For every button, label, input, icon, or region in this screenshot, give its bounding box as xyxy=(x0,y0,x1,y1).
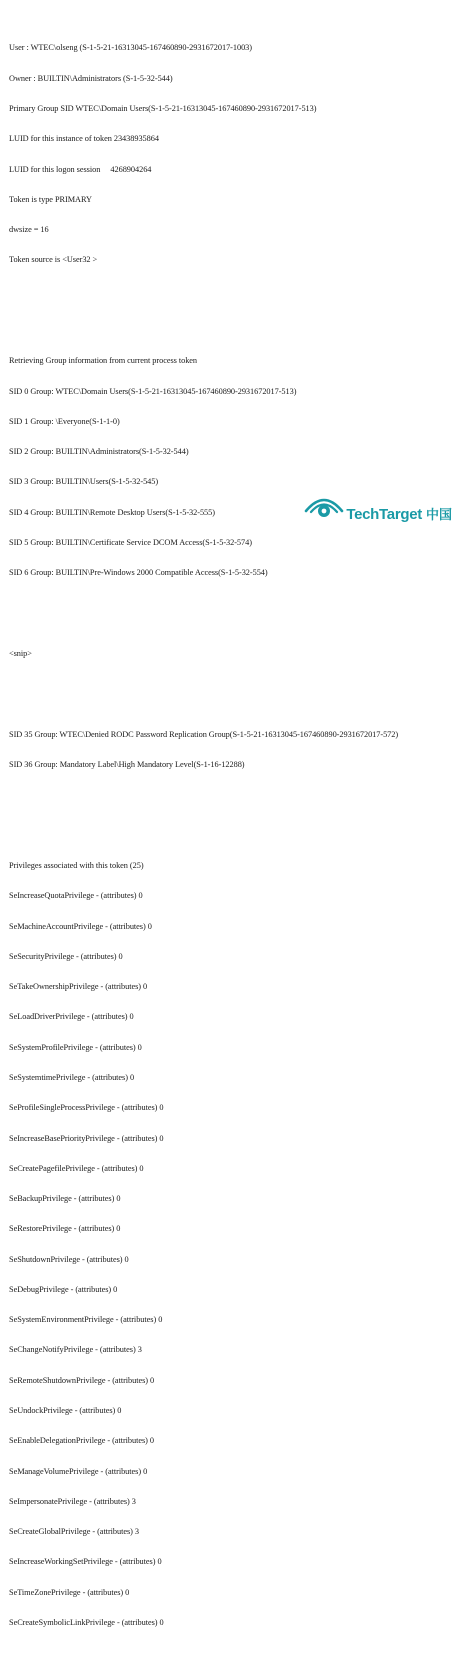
group-line: SID 36 Group: Mandatory Label\High Mandatory Level(S-1-16-12288) xyxy=(9,760,245,770)
group-heading: Retrieving Group information from current process token xyxy=(9,356,198,366)
owner-line: Owner : BUILTIN\Administrators (S-1-5-32-544) xyxy=(9,73,173,83)
privilege-line: SeUndockPrivilege - (attributes) 0 xyxy=(9,1406,122,1416)
token-info-section xyxy=(9,23,454,285)
token-luid-line: LUID for this instance of token 23438935864 xyxy=(9,134,159,144)
token-type-line: Token is type PRIMARY xyxy=(9,194,92,204)
snip-marker: <snip> xyxy=(9,649,32,658)
privilege-line: SeRestorePrivilege - (attributes) 0 xyxy=(9,1224,121,1234)
group-section xyxy=(9,336,454,598)
group-line: SID 2 Group: BUILTIN\Administrators(S-1-5-32-544) xyxy=(9,447,189,457)
privilege-line: SeSystemEnvironmentPrivilege - (attributes) 0 xyxy=(9,1315,163,1325)
privilege-line: SeCreateSymbolicLinkPrivilege - (attributes) 0 xyxy=(9,1618,164,1627)
privilege-line: SeEnableDelegationPrivilege - (attributes) 0 xyxy=(9,1436,155,1446)
eye-icon xyxy=(304,491,344,523)
privilege-line: SeBackupPrivilege - (attributes) 0 xyxy=(9,1194,121,1204)
session-luid-line: LUID for this logon session 4268904264 xyxy=(9,164,152,174)
privilege-line: SeIncreaseQuotaPrivilege - (attributes) 0 xyxy=(9,891,143,901)
privilege-line: SeSystemtimePrivilege - (attributes) 0 xyxy=(9,1072,135,1082)
group-line: SID 3 Group: BUILTIN\Users(S-1-5-32-545) xyxy=(9,477,159,487)
privilege-line: SeCreateGlobalPrivilege - (attributes) 3 xyxy=(9,1527,140,1537)
watermark-brand: TechTarget xyxy=(346,506,422,523)
blank-line xyxy=(9,619,454,629)
privilege-line: SeLoadDriverPrivilege - (attributes) 0 xyxy=(9,1012,134,1022)
blank-line xyxy=(9,306,454,316)
group-tail-section xyxy=(9,710,454,791)
privilege-line: SeCreatePagefilePrivilege - (attributes) 0 xyxy=(9,1163,144,1173)
primary-group-line: Primary Group SID WTEC\Domain Users(S-1-5-21-16313045-167460890-2931672017-513) xyxy=(9,103,317,113)
privilege-line: SeShutdownPrivilege - (attributes) 0 xyxy=(9,1254,129,1264)
dwsize-line: dwsize = 16 xyxy=(9,225,49,235)
privilege-line: SeSecurityPrivilege - (attributes) 0 xyxy=(9,951,123,961)
privilege-line: SeManageVolumePrivilege - (attributes) 0 xyxy=(9,1466,148,1476)
privilege-line: SeMachineAccountPrivilege - (attributes) 0 xyxy=(9,921,152,931)
techtarget-watermark xyxy=(304,490,452,523)
privileges-heading: Privileges associated with this token (25) xyxy=(9,860,144,870)
group-line: SID 0 Group: WTEC\Domain Users(S-1-5-21-16313045-167460890-2931672017-513) xyxy=(9,386,297,396)
privileges-section xyxy=(9,841,454,1649)
group-line: SID 6 Group: BUILTIN\Pre-Windows 2000 Compatible Access(S-1-5-32-554) xyxy=(9,568,268,578)
privilege-line: SeDebugPrivilege - (attributes) 0 xyxy=(9,1284,118,1294)
group-line: SID 35 Group: WTEC\Denied RODC Password Replication Group(S-1-5-21-16313045-167460890-2931672017-572) xyxy=(9,729,399,739)
privilege-line: SeSystemProfilePrivilege - (attributes) 0 xyxy=(9,1042,142,1052)
user-line: User : WTEC\olseng (S-1-5-21-16313045-167460890-2931672017-1003) xyxy=(9,43,252,53)
group-line: SID 5 Group: BUILTIN\Certificate Service DCOM Access(S-1-5-32-574) xyxy=(9,537,252,547)
group-line: SID 1 Group: \Everyone(S-1-1-0) xyxy=(9,416,120,426)
group-line: SID 4 Group: BUILTIN\Remote Desktop Users(S-1-5-32-555) xyxy=(9,507,215,517)
watermark-region: 中国 xyxy=(425,507,452,522)
watermark-text xyxy=(346,504,452,523)
privilege-line: SeRemoteShutdownPrivilege - (attributes) 0 xyxy=(9,1375,155,1385)
privilege-line: SeTakeOwnershipPrivilege - (attributes) 0 xyxy=(9,982,148,992)
privilege-line: SeImpersonatePrivilege - (attributes) 3 xyxy=(9,1496,136,1506)
privilege-line: SeIncreaseWorkingSetPrivilege - (attributes) 0 xyxy=(9,1557,162,1567)
privilege-line: SeIncreaseBasePriorityPrivilege - (attributes) 0 xyxy=(9,1133,164,1143)
privilege-line: SeChangeNotifyPrivilege - (attributes) 3 xyxy=(9,1345,142,1355)
blank-line xyxy=(9,811,454,821)
token-source-line: Token source is <User32 > xyxy=(9,255,98,265)
console-output xyxy=(9,3,454,1658)
privilege-line: SeTimeZonePrivilege - (attributes) 0 xyxy=(9,1587,130,1597)
privilege-line: SeProfileSingleProcessPrivilege - (attributes) 0 xyxy=(9,1103,164,1113)
blank-line xyxy=(9,679,454,689)
